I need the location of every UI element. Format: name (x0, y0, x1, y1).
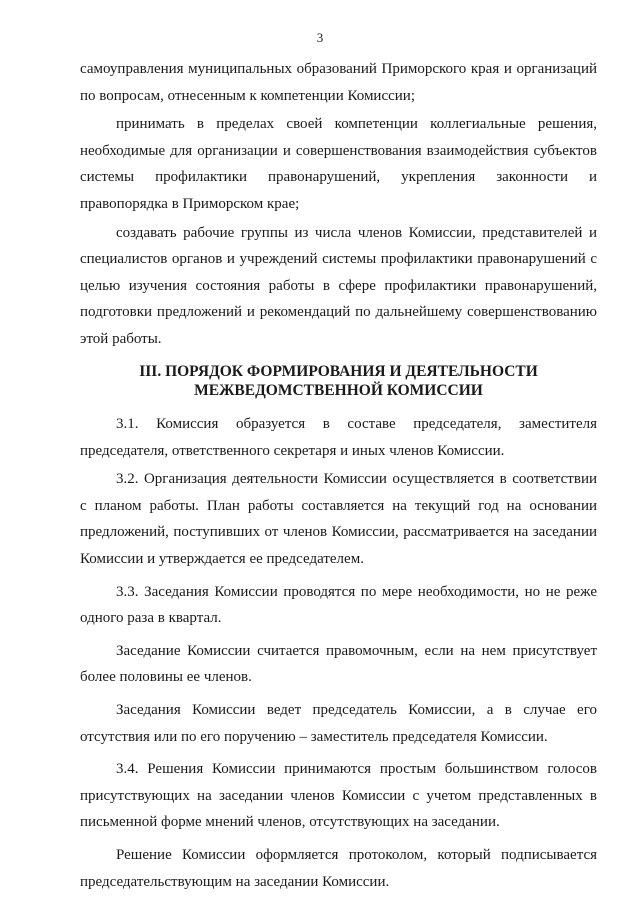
section-heading-line-1: III. ПОРЯДОК ФОРМИРОВАНИЯ И ДЕЯТЕЛЬНОСТИ (139, 363, 538, 380)
paragraph-3-2: 3.2. Организация деятельности Комиссии осуществляется в соответствии с планом работы. План работы составляется на текущий год на основании предложений, поступивших от членов Комиссии, рассматривается на заседании Комиссии и утверждается ее председателем. (80, 471, 597, 567)
section-heading (80, 362, 597, 400)
section-heading-line-2: МЕЖВЕДОМСТВЕННОЙ КОМИССИИ (194, 382, 483, 399)
top-paragraphs (80, 56, 597, 353)
paragraph-chairing: Заседания Комиссии ведет председатель Комиссии, а в случае его отсутствия или по его поручению – заместитель председателя Комиссии. (80, 701, 597, 745)
paragraph-decisions: принимать в пределах своей компетенции коллегиальные решения, необходимые для организации и совершенствования взаимодействия субъектов системы профилактики правонарушений, укрепления законности и правопорядка в Приморском крае; (80, 116, 597, 212)
paragraph-protocol: Решение Комиссии оформляется протоколом, который подписывается председательствующим на заседании Комиссии. (80, 846, 597, 890)
paragraph-3-4: 3.4. Решения Комиссии принимаются простым большинством голосов присутствующих на заседании членов Комиссии с учетом представленных в письменной форме мнений членов, отсутствующих на заседании. (80, 761, 597, 831)
paragraph-working-groups: создавать рабочие группы из числа членов Комиссии, представителей и специалистов органов и учреждений системы профилактики правонарушений с целью изучения состояния работы в сфере профилактики правонарушений, подготовки предложений и рекомендаций по дальнейшему совершенствованию этой работы. (80, 224, 597, 347)
page-number: 3 (316, 30, 324, 45)
section-3-paragraphs (80, 411, 597, 895)
paragraph-continuation: самоуправления муниципальных образований Приморского края и организаций по вопросам, отнесенным к компетенции Комиссии; (80, 61, 597, 104)
paragraph-quorum: Заседание Комиссии считается правомочным, если на нем присутствует более половины ее членов. (80, 642, 597, 686)
paragraph-3-1: 3.1. Комиссия образуется в составе председателя, заместителя председателя, ответственного секретаря и иных членов Комиссии. (80, 416, 597, 459)
paragraph-3-3: 3.3. Заседания Комиссии проводятся по мере необходимости, но не реже одного раза в квартал. (80, 583, 597, 627)
